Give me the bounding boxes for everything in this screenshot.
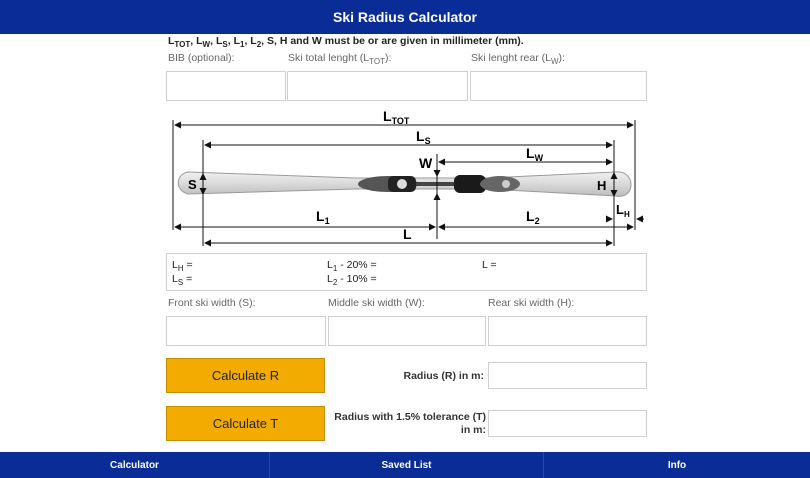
total-length-label: Ski total lenght $(L_{TOT})$: [288,52,392,67]
front-width-label: Front ski width (S): [168,297,256,309]
l2-result: $L_2 - 10\%$ = [327,273,377,288]
binding-front [358,176,418,192]
rear-length-label: Ski lenght rear $(L_W)$: [471,52,565,67]
h-label: H [597,178,607,193]
tolerance-label: Radius with 1.5% tolerance (T) in m: [334,411,486,436]
nav-saved-list[interactable]: Saved List [270,452,544,478]
l-result: L = [482,259,497,271]
ls-label: $L_S$ [416,128,431,146]
units-note: $L_{TOT}$, $L_W$, $L_S$, $L_1$, $L_2$, S, H and W must be or are given in millimeter (mm). [168,35,524,50]
binding-plate [416,182,456,186]
calculate-r-button[interactable]: Calculate R [166,358,325,393]
lw-label: $L_W$ [526,145,544,163]
s-label: S [188,177,197,192]
l-label: L [403,226,412,242]
nav-calculator[interactable]: Calculator [0,452,270,478]
radius-output[interactable] [488,362,647,389]
lh-label: $L_H$ [616,202,630,219]
front-width-input[interactable] [166,316,326,346]
ls-result: $L_S$ = [172,273,193,288]
bib-input[interactable] [166,71,286,101]
total-length-input[interactable] [287,71,468,101]
rear-width-input[interactable] [488,316,647,346]
nav-info[interactable]: Info [667,459,687,471]
l1-label: $L_1$ [316,208,330,226]
app-header [0,0,810,34]
tolerance-output[interactable] [488,410,647,437]
rear-width-label: Rear ski width (H): [488,297,575,309]
w-label: W [419,155,433,171]
l2-label: $L_2$ [526,208,540,226]
calculate-t-button[interactable]: Calculate T [166,406,325,441]
ltot-label: $L_{TOT}$ [383,108,410,126]
l1-result: $L_1 - 20\%$ = [327,259,377,274]
ski-diagram [166,104,648,252]
middle-width-input[interactable] [328,316,486,346]
lh-result: $L_H$ = [172,259,193,274]
radius-label: Radius (R) in m: [403,370,484,382]
rear-length-input[interactable] [470,71,647,101]
results-box [166,253,647,291]
middle-width-label: Middle ski width (W): [328,297,425,309]
bib-label: BIB (optional): [168,52,235,64]
bottom-nav [0,452,810,478]
app-title: Ski Radius Calculator [333,9,477,25]
